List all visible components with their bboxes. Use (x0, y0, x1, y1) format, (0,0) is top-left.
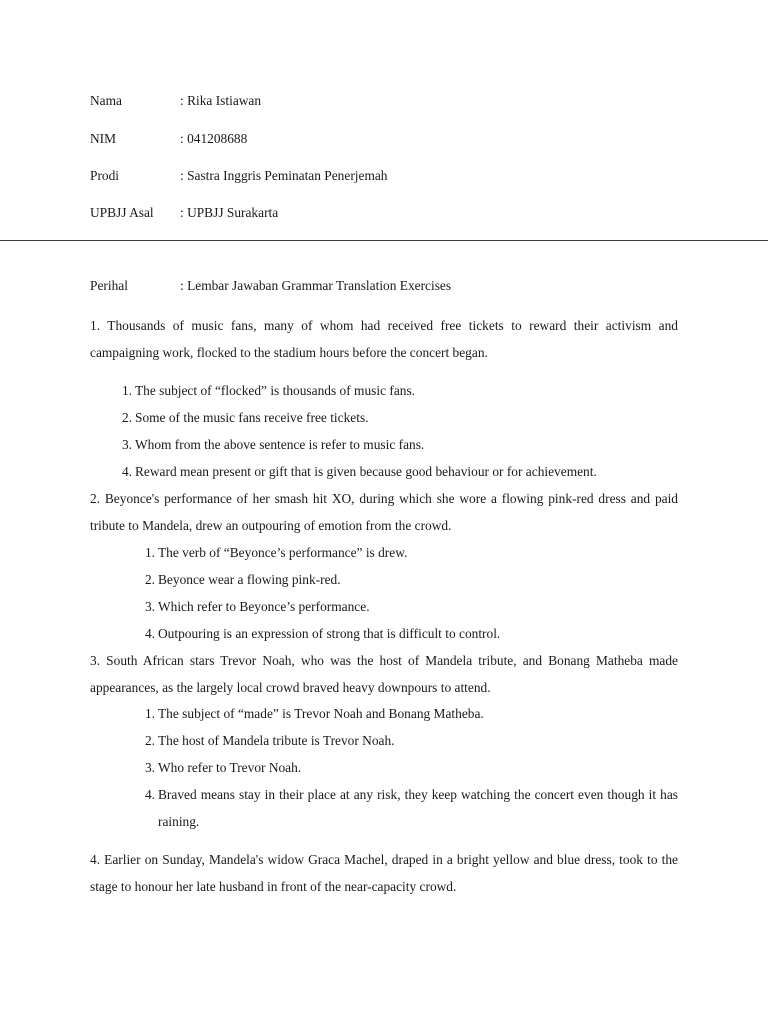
list-item (90, 593, 678, 620)
list-number: 1. (144, 706, 155, 721)
header-value: : UPBJJ Surakarta (180, 205, 279, 220)
section-3-answers (90, 700, 678, 835)
list-number: 1. (144, 545, 155, 560)
list-text: The subject of “flocked” is thousands of music fans. (135, 383, 416, 398)
subject-row (90, 276, 451, 296)
list-number: 2. (144, 733, 155, 748)
subject-value: : Lembar Jawaban Grammar Translation Exercises (180, 278, 452, 293)
list-item (90, 781, 678, 835)
subject-label: Perihal (90, 278, 128, 293)
list-text: The verb of “Beyonce’s performance” is drew. (158, 545, 408, 560)
header-value: : Rika Istiawan (180, 93, 262, 108)
list-item (90, 727, 678, 754)
list-text: Beyonce wear a flowing pink-red. (158, 572, 341, 587)
list-item (90, 431, 678, 458)
header-label: UPBJJ Asal (90, 205, 154, 220)
list-number: 4. (144, 626, 155, 641)
answer-list (90, 700, 678, 835)
section-sentence: 3. South African stars Trevor Noah, who was the host of Mandela tribute, and Bonang Matheba made appearances, as the largely local crowd braved heavy downpours to attend. (90, 653, 678, 695)
list-number: 4. (144, 787, 155, 802)
header-value: : Sastra Inggris Peminatan Penerjemah (180, 168, 388, 183)
section-1 (90, 312, 678, 366)
section-2-answers (90, 539, 678, 647)
section-sentence: 4. Earlier on Sunday, Mandela's widow Graca Machel, draped in a bright yellow and blue dress, took to the stage to honour her late husband in front of the near-capacity crowd. (90, 852, 678, 894)
list-item (90, 620, 678, 647)
list-text: Whom from the above sentence is refer to music fans. (135, 437, 425, 452)
answer-list (90, 539, 678, 647)
section-1-answers (90, 377, 678, 485)
section-4 (90, 846, 678, 900)
list-item (90, 404, 678, 431)
answer-list (90, 377, 678, 485)
header-row-nim (90, 129, 247, 149)
header-label: NIM (90, 131, 117, 146)
list-number: 2. (121, 410, 132, 425)
list-number: 2. (144, 572, 155, 587)
list-number: 3. (121, 437, 132, 452)
header-row-prodi (90, 166, 388, 186)
list-text: Braved means stay in their place at any risk, they keep watching the concert even though it has raining. (158, 787, 678, 829)
list-text: Who refer to Trevor Noah. (158, 760, 302, 775)
list-item (90, 754, 678, 781)
list-number: 4. (121, 464, 132, 479)
list-text: The host of Mandela tribute is Trevor Noah. (158, 733, 395, 748)
list-number: 1. (121, 383, 132, 398)
section-3 (90, 647, 678, 701)
header-row-nama (90, 91, 261, 111)
list-item (90, 458, 678, 485)
list-item (90, 377, 678, 404)
list-text: Some of the music fans receive free tickets. (135, 410, 369, 425)
section-sentence: 2. Beyonce's performance of her smash hit XO, during which she wore a flowing pink-red dress and paid tribute to Mandela, drew an outpouring of emotion from the crowd. (90, 491, 678, 533)
list-number: 3. (144, 760, 155, 775)
list-item (90, 700, 678, 727)
header-divider (0, 240, 768, 241)
section-2 (90, 485, 678, 539)
list-item (90, 566, 678, 593)
header-value: : 041208688 (180, 131, 248, 146)
list-text: The subject of “made” is Trevor Noah and Bonang Matheba. (158, 706, 484, 721)
list-text: Outpouring is an expression of strong that is difficult to control. (158, 626, 501, 641)
list-item (90, 539, 678, 566)
header-label: Nama (90, 93, 122, 108)
list-text: Reward mean present or gift that is given because good behaviour or for achievement. (135, 464, 597, 479)
section-sentence: 1. Thousands of music fans, many of whom had received free tickets to reward their activism and campaigning work, flocked to the stadium hours before the concert began. (90, 318, 678, 360)
list-text: Which refer to Beyonce’s performance. (158, 599, 370, 614)
list-number: 3. (144, 599, 155, 614)
header-row-upbjj (90, 203, 278, 223)
header-label: Prodi (90, 168, 120, 183)
